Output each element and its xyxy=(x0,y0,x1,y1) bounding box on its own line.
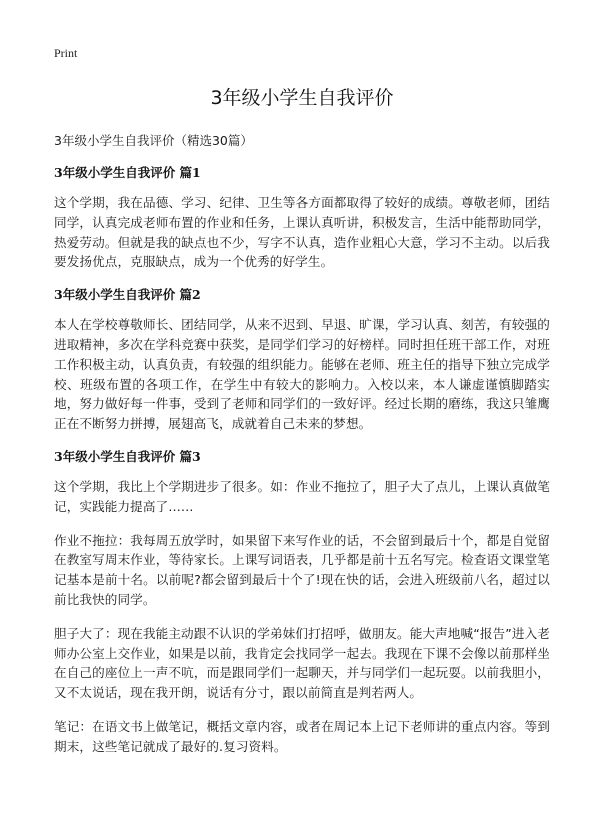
section-heading: 3年级小学生自我评价 篇1 xyxy=(54,165,201,180)
page-title: 3年级小学生自我评价 xyxy=(210,87,394,109)
section-paragraph: 作业不拖拉：我每周五放学时，如果留下来写作业的话，不会留到最后十个，都是自觉留在教室写周末作业，等待家长。上课写词语表，几乎都是前十五名写完。检查语文课堂笔记基本是前十名。以前呢?都会留到最后十个了!现在快的话，会进入班级前八名，超过以前比我快的同学。 xyxy=(54,532,550,607)
section-heading: 3年级小学生自我评价 篇2 xyxy=(54,287,201,303)
section-paragraph: 本人在学校尊敬师长、团结同学，从来不迟到、早退、旷课，学习认真、刻苦，有较强的进取精神，多次在学科竞赛中获奖，是同学们学习的好榜样。同时担任班干部工作，对班工作积极主动，认真负责，有较强的组织能力。能够在老师、班主任的指导下独立完成学校、班级布置的各项工作，在学生中有较大的影响力。入校以来，本人谦虚谨慎脚踏实地，努力做好每一件事，受到了老师和同学们的一致好评。经过长期的磨练，我这只雏鹰正在不断努力拼搏，展翅高飞，成就着自己未来的梦想。 xyxy=(54,317,550,432)
print-link[interactable]: Print xyxy=(54,46,78,60)
section-paragraph: 这个学期，我在品德、学习、纪律、卫生等各方面都取得了较好的成绩。尊敬老师，团结同学，认真完成老师布置的作业和任务，上课认真听讲，积极发言，生活中能帮助同学，热爱劳动。但就是我的缺点也不少，写字不认真，造作业粗心大意，学习不主动。以后我要发扬优点，克服缺点，成为一个优秀的好学生。 xyxy=(54,195,550,270)
section-paragraph: 笔记：在语文书上做笔记，概括文章内容，或者在周记本上记下老师讲的重点内容。等到期末，这些笔记就成了最好的.复习资料。 xyxy=(54,718,550,754)
section-2 xyxy=(54,286,550,434)
section-heading: 3年级小学生自我评价 篇3 xyxy=(54,448,201,464)
section-1 xyxy=(54,164,550,272)
document-subtitle: 3年级小学生自我评价（精选30篇） xyxy=(54,133,253,148)
section-paragraph: 这个学期，我比上个学期进步了很多。如：作业不拖拉了，胆子大了点儿，上课认真做笔记，实践能力提高了…… xyxy=(54,478,550,514)
section-3 xyxy=(54,448,550,757)
section-paragraph: 胆子大了：现在我能主动跟不认识的学弟妹们打招呼，做朋友。能大声地喊“报告”进入老师办公室上交作业，如果是以前，我肯定会找同学一起去。我现在下课不会像以前那样坐在自己的座位上一声不吭，而是跟同学们一起聊天，并与同学们一起玩耍。以前我胆小，又不太说话，现在我开朗，说话有分寸，跟以前简直是判若两人。 xyxy=(54,625,550,701)
